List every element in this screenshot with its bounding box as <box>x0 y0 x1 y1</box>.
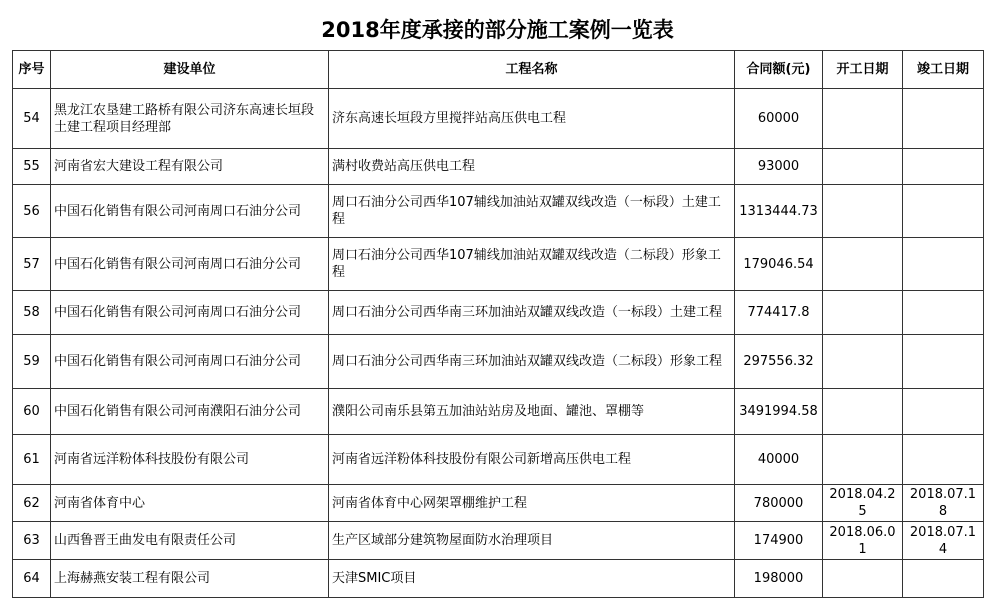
completion-date-cell <box>903 389 984 435</box>
project-name-cell: 满村收费站高压供电工程 <box>329 149 735 185</box>
construction-unit-cell: 黑龙江农垦建工路桥有限公司济东高速长垣段土建工程项目经理部 <box>51 89 329 149</box>
completion-date-cell <box>903 238 984 291</box>
table-row <box>13 435 984 485</box>
table-row <box>13 560 984 598</box>
completion-date-cell: 2018.07.14 <box>903 522 984 560</box>
completion-date-cell <box>903 560 984 598</box>
completion-date-cell <box>903 435 984 485</box>
contract-amount-cell: 198000 <box>735 560 823 598</box>
row-number-cell: 58 <box>13 291 51 335</box>
completion-date-cell <box>903 291 984 335</box>
table-row <box>13 522 984 560</box>
start-date-cell <box>823 389 903 435</box>
project-name-cell: 周口石油分公司西华107辅线加油站双罐双线改造（一标段）土建工程 <box>329 185 735 238</box>
start-date-cell <box>823 435 903 485</box>
header-start-date: 开工日期 <box>823 51 903 89</box>
row-number-cell: 59 <box>13 335 51 389</box>
project-name-cell: 生产区域部分建筑物屋面防水治理项目 <box>329 522 735 560</box>
construction-unit-cell: 河南省体育中心 <box>51 485 329 522</box>
contract-amount-cell: 60000 <box>735 89 823 149</box>
table-row <box>13 389 984 435</box>
header-project-name: 工程名称 <box>329 51 735 89</box>
project-name-cell: 天津SMIC项目 <box>329 560 735 598</box>
construction-unit-cell: 中国石化销售有限公司河南周口石油分公司 <box>51 185 329 238</box>
construction-unit-cell: 中国石化销售有限公司河南周口石油分公司 <box>51 238 329 291</box>
row-number-cell: 64 <box>13 560 51 598</box>
header-contract-amount: 合同额(元) <box>735 51 823 89</box>
project-name-cell: 河南省体育中心网架罩棚维护工程 <box>329 485 735 522</box>
contract-amount-cell: 174900 <box>735 522 823 560</box>
start-date-cell <box>823 185 903 238</box>
construction-unit-cell: 山西鲁晋王曲发电有限责任公司 <box>51 522 329 560</box>
contract-amount-cell: 3491994.58 <box>735 389 823 435</box>
completion-date-cell <box>903 149 984 185</box>
start-date-cell <box>823 291 903 335</box>
construction-unit-cell: 中国石化销售有限公司河南周口石油分公司 <box>51 335 329 389</box>
start-date-cell: 2018.04.25 <box>823 485 903 522</box>
start-date-cell <box>823 89 903 149</box>
row-number-cell: 63 <box>13 522 51 560</box>
construction-unit-cell: 中国石化销售有限公司河南濮阳石油分公司 <box>51 389 329 435</box>
start-date-cell <box>823 335 903 389</box>
table-row <box>13 238 984 291</box>
row-number-cell: 55 <box>13 149 51 185</box>
project-name-cell: 濮阳公司南乐县第五加油站站房及地面、罐池、罩棚等 <box>329 389 735 435</box>
construction-unit-cell: 上海赫燕安装工程有限公司 <box>51 560 329 598</box>
start-date-cell <box>823 238 903 291</box>
table-header-row <box>13 51 984 89</box>
project-name-cell: 周口石油分公司西华南三环加油站双罐双线改造（一标段）土建工程 <box>329 291 735 335</box>
completion-date-cell: 2018.07.18 <box>903 485 984 522</box>
completion-date-cell <box>903 89 984 149</box>
table-row <box>13 335 984 389</box>
table-row <box>13 185 984 238</box>
contract-amount-cell: 40000 <box>735 435 823 485</box>
completion-date-cell <box>903 335 984 389</box>
table-row <box>13 149 984 185</box>
header-number: 序号 <box>13 51 51 89</box>
construction-cases-table <box>12 50 984 598</box>
start-date-cell <box>823 149 903 185</box>
construction-unit-cell: 河南省宏大建设工程有限公司 <box>51 149 329 185</box>
row-number-cell: 56 <box>13 185 51 238</box>
contract-amount-cell: 297556.32 <box>735 335 823 389</box>
contract-amount-cell: 93000 <box>735 149 823 185</box>
contract-amount-cell: 1313444.73 <box>735 185 823 238</box>
page-title: 2018年度承接的部分施工案例一览表 <box>321 18 674 42</box>
project-name-cell: 河南省远洋粉体科技股份有限公司新增高压供电工程 <box>329 435 735 485</box>
contract-amount-cell: 780000 <box>735 485 823 522</box>
contract-amount-cell: 774417.8 <box>735 291 823 335</box>
start-date-cell <box>823 560 903 598</box>
table-row <box>13 485 984 522</box>
row-number-cell: 54 <box>13 89 51 149</box>
row-number-cell: 60 <box>13 389 51 435</box>
header-completion-date: 竣工日期 <box>903 51 984 89</box>
table-body <box>13 89 984 598</box>
construction-unit-cell: 河南省远洋粉体科技股份有限公司 <box>51 435 329 485</box>
row-number-cell: 61 <box>13 435 51 485</box>
header-construction-unit: 建设单位 <box>51 51 329 89</box>
row-number-cell: 62 <box>13 485 51 522</box>
completion-date-cell <box>903 185 984 238</box>
project-name-cell: 周口石油分公司西华107辅线加油站双罐双线改造（二标段）形象工程 <box>329 238 735 291</box>
table-row <box>13 291 984 335</box>
start-date-cell: 2018.06.01 <box>823 522 903 560</box>
project-name-cell: 周口石油分公司西华南三环加油站双罐双线改造（二标段）形象工程 <box>329 335 735 389</box>
construction-unit-cell: 中国石化销售有限公司河南周口石油分公司 <box>51 291 329 335</box>
table-row <box>13 89 984 149</box>
project-name-cell: 济东高速长垣段方里搅拌站高压供电工程 <box>329 89 735 149</box>
contract-amount-cell: 179046.54 <box>735 238 823 291</box>
row-number-cell: 57 <box>13 238 51 291</box>
